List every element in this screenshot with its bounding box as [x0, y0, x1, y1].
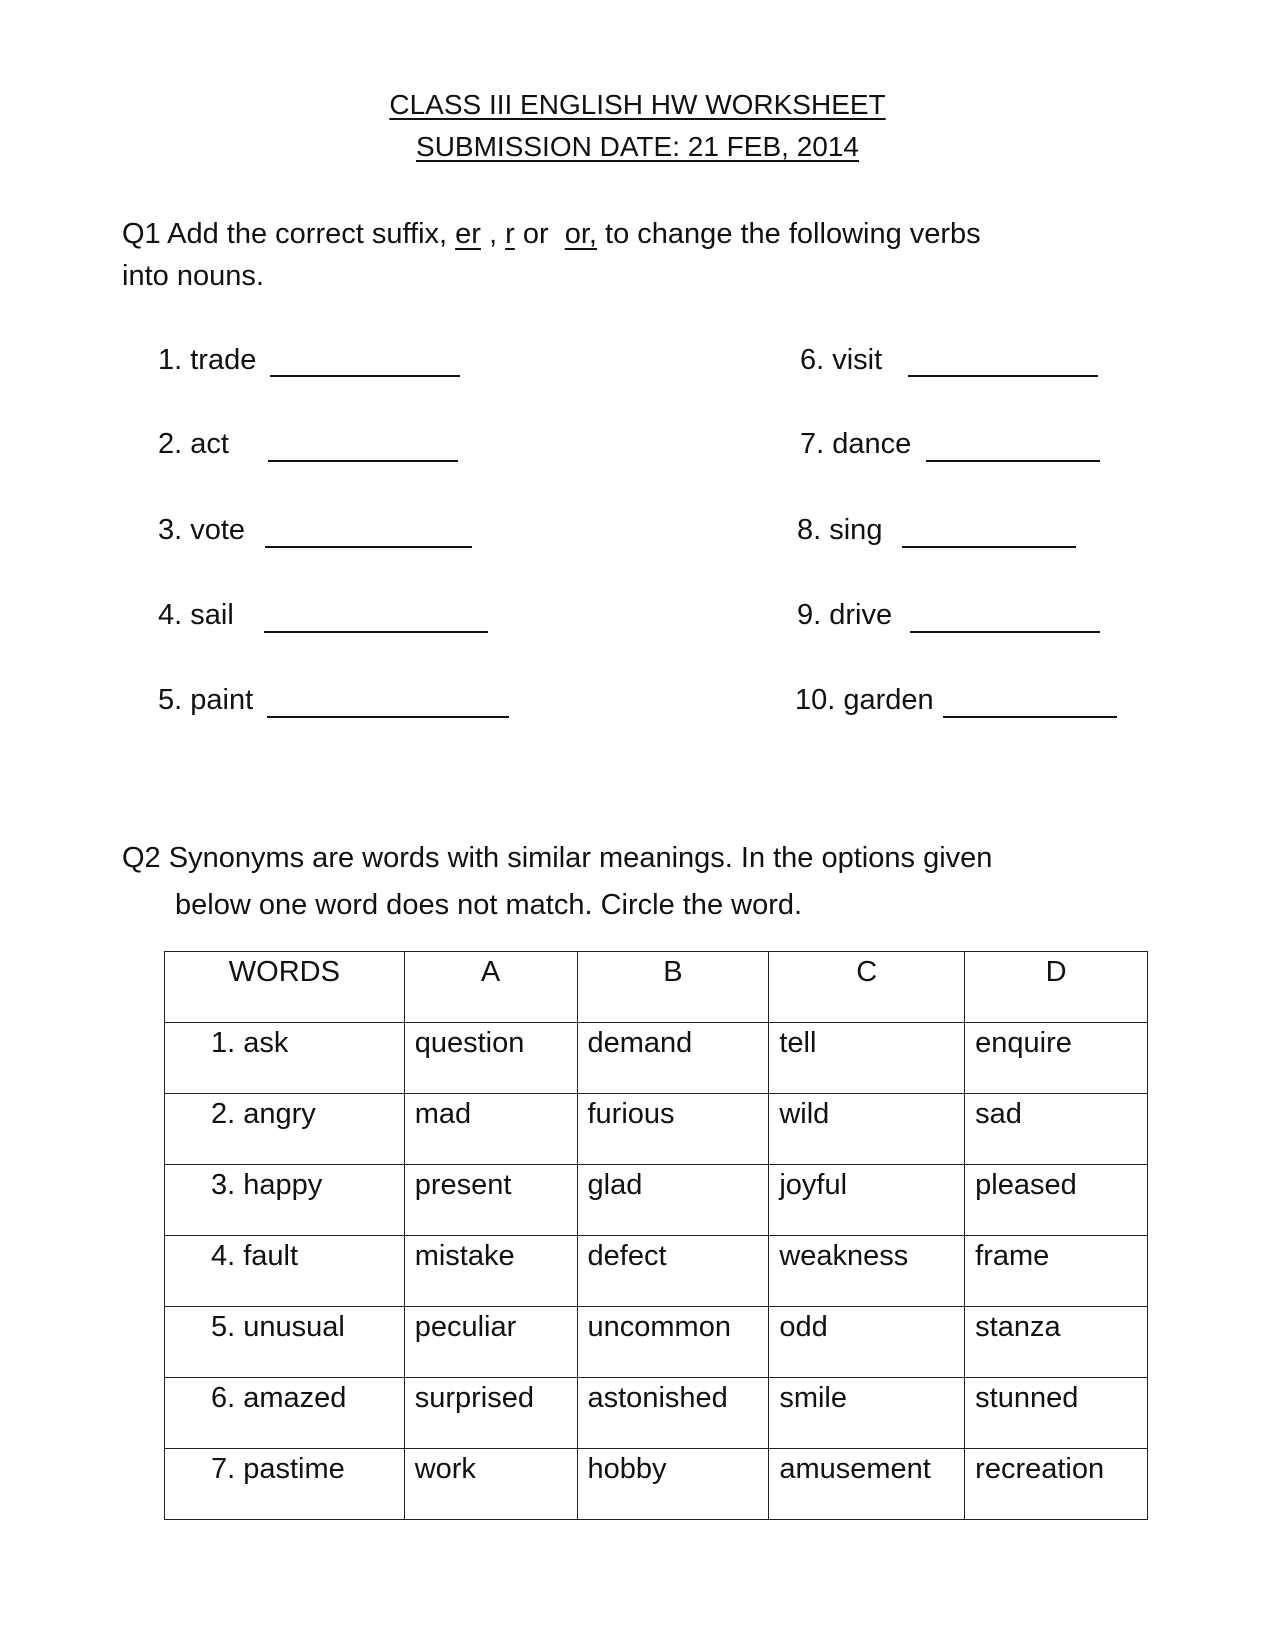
submission-date: [0, 130, 1275, 164]
option-c[interactable]: wild: [769, 1094, 965, 1165]
option-a[interactable]: peculiar: [404, 1307, 577, 1378]
option-a[interactable]: present: [404, 1165, 577, 1236]
q1-item-1: 1. trade: [158, 344, 257, 376]
option-b[interactable]: astonished: [577, 1378, 769, 1449]
option-d[interactable]: pleased: [965, 1165, 1148, 1236]
q2-instruction-line-1: Q2 Synonyms are words with similar meanings. In the options given: [122, 842, 993, 874]
option-c[interactable]: odd: [769, 1307, 965, 1378]
q1-item-9: 9. drive: [797, 599, 893, 631]
row-word: 7. pastime: [165, 1449, 405, 1520]
worksheet-title: [0, 88, 1275, 122]
answer-blank-4[interactable]: [264, 631, 488, 633]
header-words: WORDS: [165, 952, 405, 1023]
table-row: [165, 1165, 1148, 1236]
q1-item-3: 3. vote: [158, 514, 246, 546]
row-word: 3. happy: [165, 1165, 405, 1236]
option-d[interactable]: stanza: [965, 1307, 1148, 1378]
table-header-row: [165, 952, 1148, 1023]
answer-blank-3[interactable]: [265, 546, 472, 548]
synonyms-table: [164, 951, 1148, 1520]
row-word: 5. unusual: [165, 1307, 405, 1378]
header-b: B: [577, 952, 769, 1023]
answer-blank-2[interactable]: [268, 460, 458, 462]
suffix-er: er: [455, 218, 481, 250]
option-c[interactable]: joyful: [769, 1165, 965, 1236]
submission-date-text: SUBMISSION DATE: 21 FEB, 2014: [416, 131, 859, 162]
option-d[interactable]: recreation: [965, 1449, 1148, 1520]
suffix-or: or,: [564, 218, 597, 250]
option-c[interactable]: weakness: [769, 1236, 965, 1307]
row-word: 1. ask: [165, 1023, 405, 1094]
answer-blank-9[interactable]: [910, 631, 1100, 633]
option-d[interactable]: stunned: [965, 1378, 1148, 1449]
option-d[interactable]: enquire: [965, 1023, 1148, 1094]
q1-item-8: 8. sing: [797, 514, 883, 546]
q1-item-10: 10. garden: [795, 684, 934, 716]
q1-sep-2: or: [514, 218, 565, 250]
option-c[interactable]: smile: [769, 1378, 965, 1449]
table-row: [165, 1023, 1148, 1094]
option-b[interactable]: glad: [577, 1165, 769, 1236]
q1-item-6: 6. visit: [800, 344, 883, 376]
answer-blank-7[interactable]: [926, 460, 1100, 462]
suffix-r: r: [505, 218, 515, 250]
q1-item-2: 2. act: [158, 428, 229, 460]
q2-instruction-line-2: below one word does not match. Circle the word.: [175, 889, 803, 921]
table-row: [165, 1094, 1148, 1165]
header-d: D: [965, 952, 1148, 1023]
header-c: C: [769, 952, 965, 1023]
q1-instruction-line-1: [122, 216, 981, 252]
q1-prefix: Q1 Add the correct suffix,: [122, 218, 456, 250]
table-row: [165, 1236, 1148, 1307]
option-a[interactable]: question: [404, 1023, 577, 1094]
option-b[interactable]: defect: [577, 1236, 769, 1307]
row-word: 2. angry: [165, 1094, 405, 1165]
table-row: [165, 1378, 1148, 1449]
table-row: [165, 1449, 1148, 1520]
answer-blank-8[interactable]: [902, 546, 1076, 548]
answer-blank-5[interactable]: [267, 716, 509, 718]
option-d[interactable]: sad: [965, 1094, 1148, 1165]
row-word: 4. fault: [165, 1236, 405, 1307]
q1-sep-1: ,: [480, 218, 506, 250]
option-c[interactable]: amusement: [769, 1449, 965, 1520]
option-d[interactable]: frame: [965, 1236, 1148, 1307]
q1-item-4: 4. sail: [158, 599, 234, 631]
q1-item-5: 5. paint: [158, 684, 254, 716]
answer-blank-1[interactable]: [270, 375, 460, 377]
q1-instruction-line-2: into nouns.: [122, 260, 264, 292]
option-a[interactable]: mad: [404, 1094, 577, 1165]
option-a[interactable]: surprised: [404, 1378, 577, 1449]
option-b[interactable]: furious: [577, 1094, 769, 1165]
table-row: [165, 1307, 1148, 1378]
option-a[interactable]: work: [404, 1449, 577, 1520]
option-a[interactable]: mistake: [404, 1236, 577, 1307]
q1-rest: to change the following verbs: [597, 218, 981, 250]
row-word: 6. amazed: [165, 1378, 405, 1449]
q1-item-7: 7. dance: [800, 428, 912, 460]
option-c[interactable]: tell: [769, 1023, 965, 1094]
header-a: A: [404, 952, 577, 1023]
option-b[interactable]: uncommon: [577, 1307, 769, 1378]
option-b[interactable]: demand: [577, 1023, 769, 1094]
option-b[interactable]: hobby: [577, 1449, 769, 1520]
answer-blank-6[interactable]: [908, 375, 1098, 377]
worksheet-title-text: CLASS III ENGLISH HW WORKSHEET: [389, 89, 886, 120]
answer-blank-10[interactable]: [943, 716, 1117, 718]
